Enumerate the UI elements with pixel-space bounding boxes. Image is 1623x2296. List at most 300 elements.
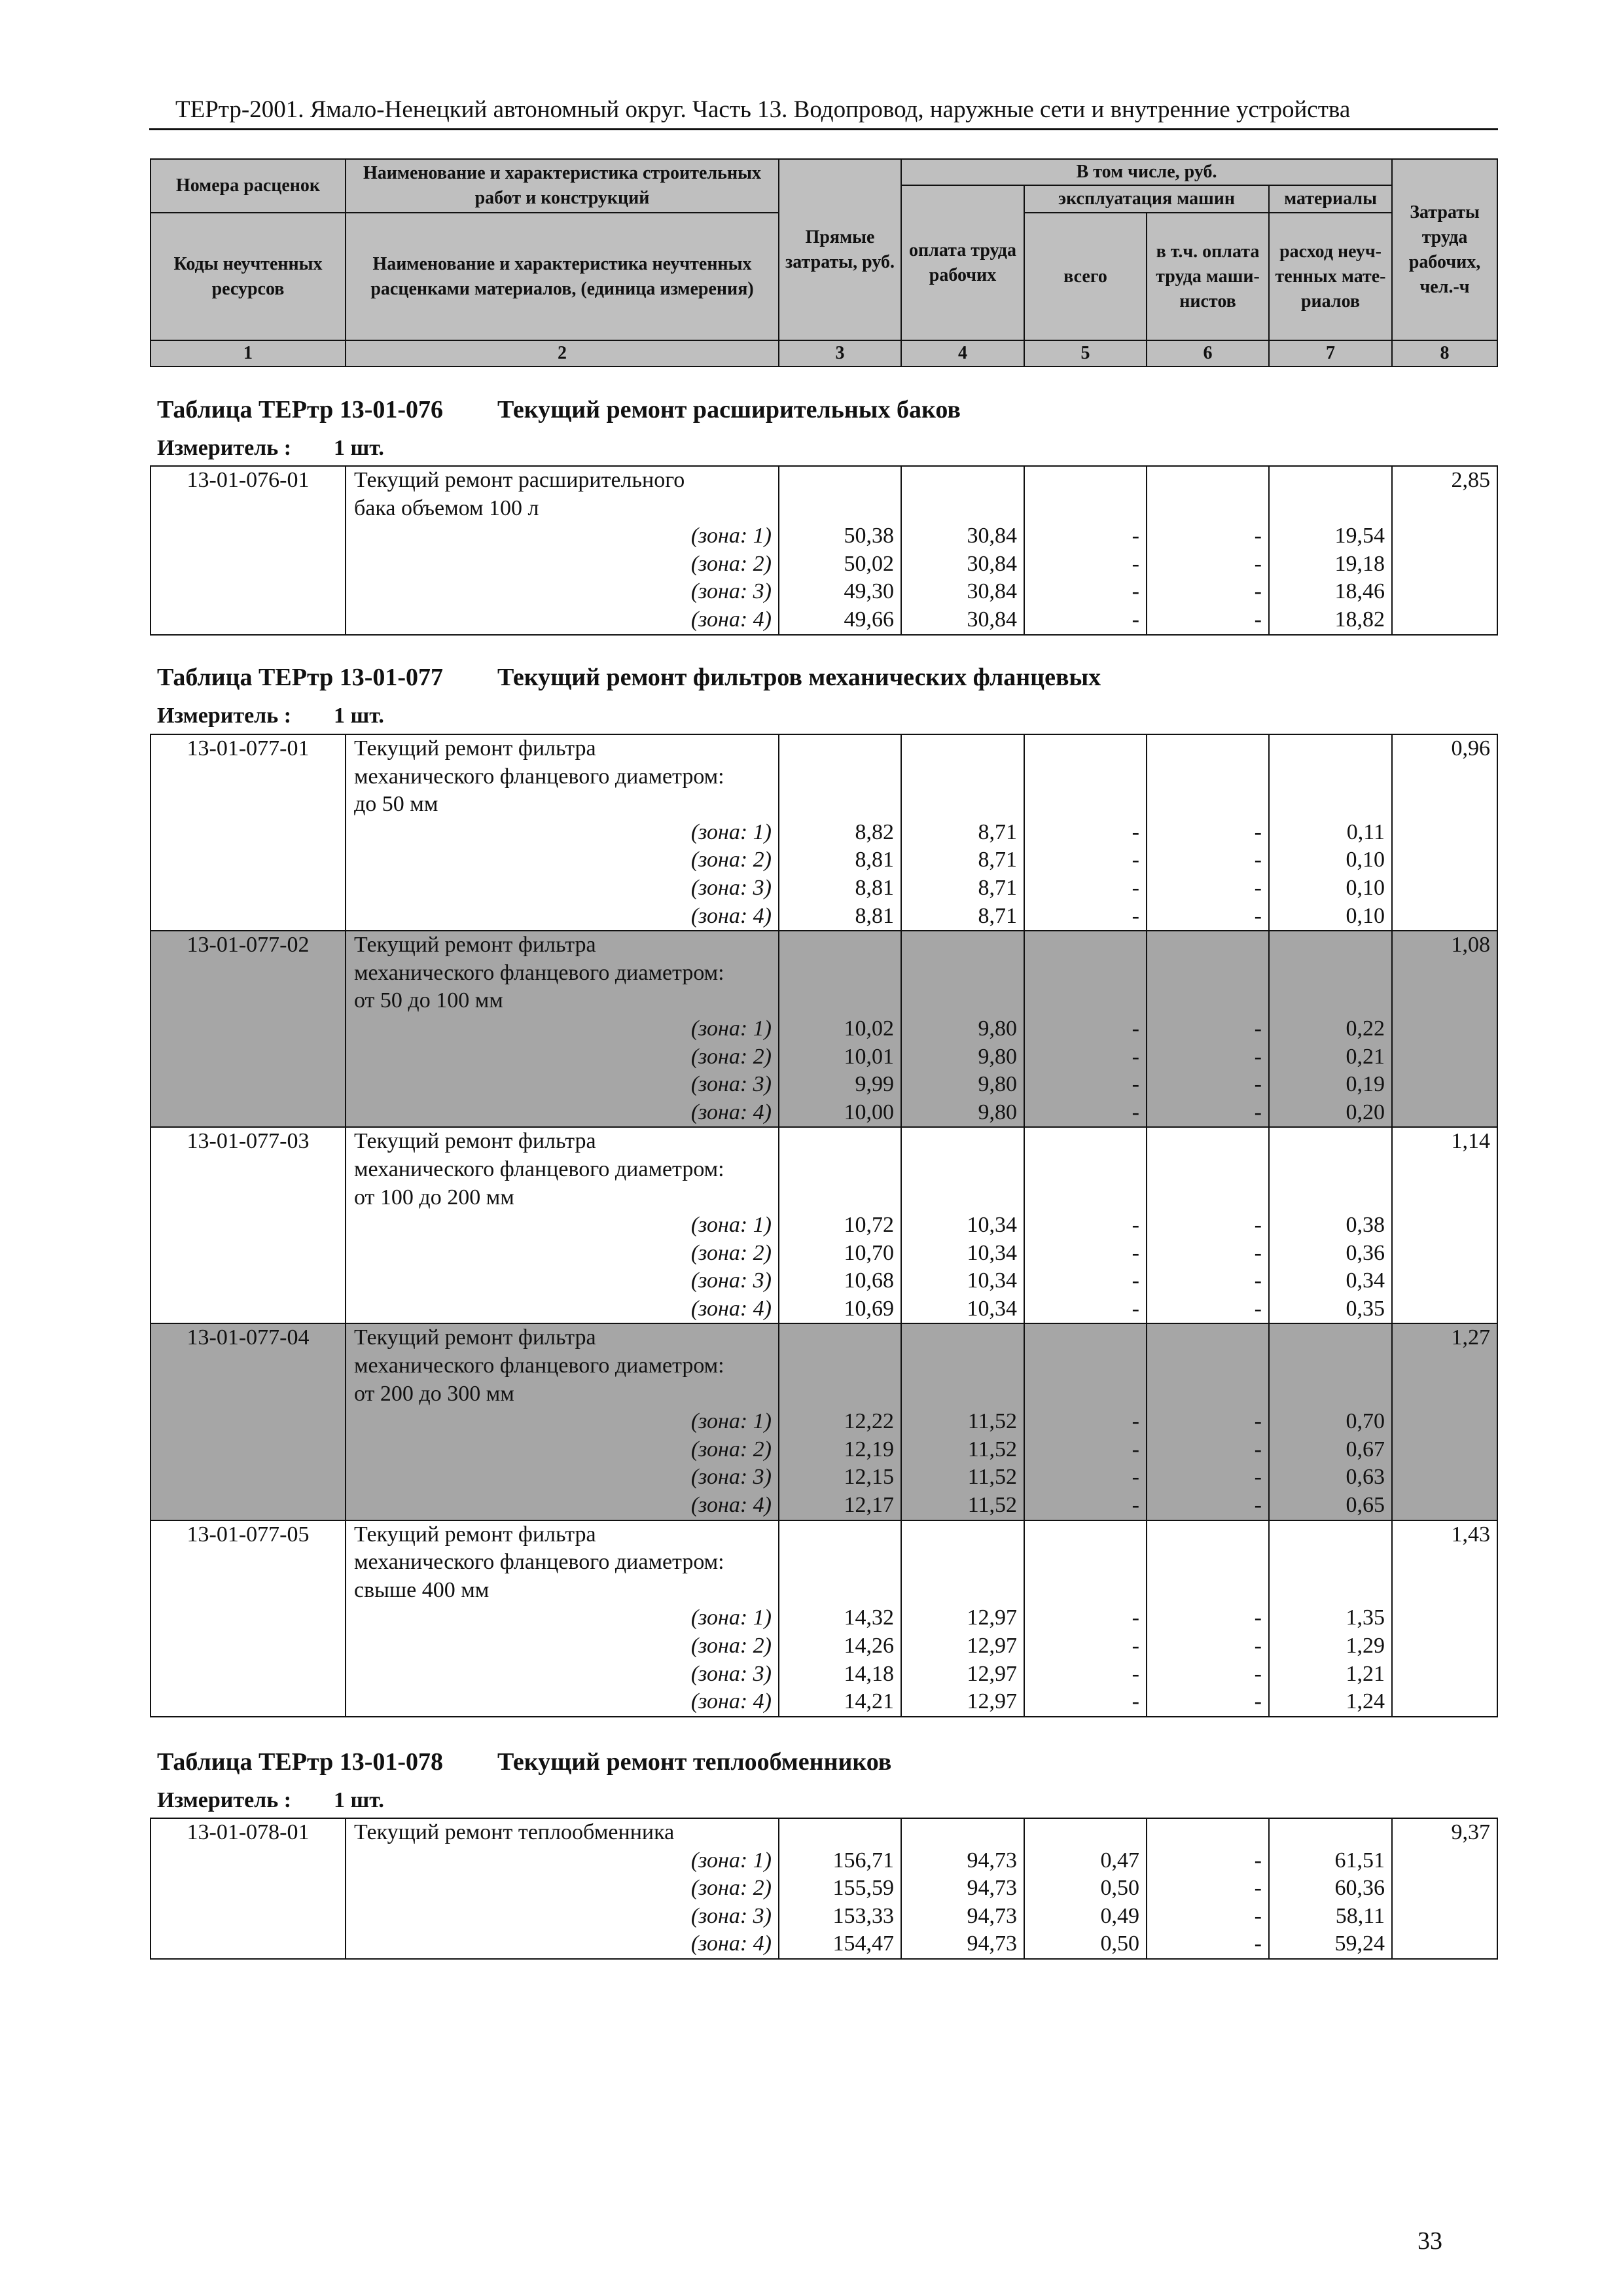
- zone-label: (зона: 4): [690, 1100, 772, 1124]
- machinist-wages-cell: [1147, 1127, 1269, 1323]
- rate-code: 13-01-077-02: [187, 933, 310, 958]
- worker-wages-cell: [901, 1520, 1024, 1717]
- machinist-wages: -: [1254, 1213, 1262, 1238]
- direct-cost-cell: [779, 1127, 901, 1323]
- machine-cost: -: [1132, 1605, 1139, 1630]
- direct-cost-cell: [779, 734, 901, 931]
- rate-name-line: механического фланцевого диаметром:: [354, 1550, 724, 1575]
- worker-wages: 9,80: [978, 1016, 1017, 1041]
- rate-name-cell: [346, 1818, 779, 1959]
- direct-cost: 10,68: [844, 1268, 894, 1293]
- machine-cost: -: [1132, 1072, 1139, 1097]
- direct-cost: 154,47: [832, 1931, 894, 1956]
- materials-cost: 19,18: [1334, 551, 1385, 576]
- materials-cost: 0,34: [1346, 1268, 1385, 1293]
- table-code: Таблица ТЕРтр 13-01-078: [157, 1748, 444, 1776]
- machinist-wages: -: [1254, 1100, 1262, 1124]
- machine-cost: -: [1132, 551, 1139, 576]
- materials-cost-cell: [1269, 1127, 1392, 1323]
- worker-wages: 10,34: [967, 1268, 1017, 1293]
- zone-label: (зона: 1): [690, 1016, 772, 1041]
- rate-name-cell: [346, 931, 779, 1127]
- direct-cost: 14,32: [844, 1605, 894, 1630]
- worker-wages: 30,84: [967, 551, 1017, 576]
- table-row: [151, 1323, 1497, 1520]
- direct-cost: 12,22: [844, 1409, 894, 1434]
- rate-name-cell: [346, 734, 779, 931]
- labor-cost-cell: [1392, 1818, 1497, 1959]
- machine-cost: -: [1132, 1296, 1139, 1321]
- machine-cost-cell: [1024, 734, 1147, 931]
- direct-cost-cell: [779, 1520, 901, 1717]
- machine-cost-cell: [1024, 1520, 1147, 1717]
- zone-label: (зона: 1): [690, 1605, 772, 1630]
- direct-cost: 10,72: [844, 1213, 894, 1238]
- worker-wages: 11,52: [967, 1409, 1017, 1434]
- labor-cost: 1,14: [1451, 1129, 1490, 1154]
- machinist-wages-cell: [1147, 1520, 1269, 1717]
- rate-code: 13-01-077-03: [187, 1129, 310, 1154]
- rate-name-line: свыше 400 мм: [354, 1577, 490, 1602]
- worker-wages-cell: [901, 734, 1024, 931]
- zone-label: (зона: 3): [690, 579, 772, 604]
- machinist-wages: -: [1254, 1634, 1262, 1658]
- materials-cost: 0,10: [1346, 875, 1385, 900]
- worker-wages: 94,73: [967, 1848, 1017, 1873]
- zone-label: (зона: 4): [690, 607, 772, 632]
- header-col5: всего: [1024, 213, 1147, 340]
- machine-cost: -: [1132, 848, 1139, 872]
- direct-cost: 10,70: [844, 1240, 894, 1265]
- table-title-076: [157, 395, 961, 424]
- rate-code-cell: [151, 466, 346, 635]
- worker-wages-cell: [901, 466, 1024, 635]
- worker-wages-cell: [901, 1127, 1024, 1323]
- machinist-wages: -: [1254, 1437, 1262, 1462]
- worker-wages-cell: [901, 931, 1024, 1127]
- unit-line-077: [157, 704, 384, 728]
- running-title: ТЕРтр-2001. Ямало-Ненецкий автономный округ. Часть 13. Водопровод, наружные сети и внутренние устройства: [175, 96, 1351, 123]
- zone-label: (зона: 2): [690, 848, 772, 872]
- materials-cost: 60,36: [1334, 1876, 1385, 1901]
- header-col6: в т.ч. оплата труда маши- нистов: [1147, 213, 1269, 340]
- machine-cost: -: [1132, 1213, 1139, 1238]
- zone-label: (зона: 4): [690, 903, 772, 928]
- rate-name-line: Текущий ремонт теплообменника: [354, 1820, 675, 1844]
- header-col4: оплата труда рабочих: [901, 185, 1024, 340]
- machine-cost: 0,50: [1100, 1876, 1139, 1901]
- direct-cost: 9,99: [855, 1072, 894, 1097]
- zone-label: (зона: 2): [690, 1876, 772, 1901]
- rate-name-line: Текущий ремонт фильтра: [354, 1325, 596, 1350]
- machine-cost-cell: [1024, 931, 1147, 1127]
- rate-code-cell: [151, 1323, 346, 1520]
- header-col2-bottom: Наименование и характеристика неучтенных расценками материалов, (единица измерения): [346, 213, 779, 340]
- table-row: [151, 466, 1497, 635]
- page-number: 33: [1418, 2227, 1442, 2255]
- machinist-wages: -: [1254, 1661, 1262, 1686]
- zone-label: (зона: 4): [690, 1493, 772, 1518]
- machinist-wages: -: [1254, 524, 1262, 548]
- zone-label: (зона: 3): [690, 1903, 772, 1928]
- labor-cost: 1,08: [1451, 933, 1490, 958]
- direct-cost: 12,15: [844, 1465, 894, 1490]
- header-col7: расход неуч- тенных мате- риалов: [1269, 213, 1392, 340]
- materials-cost-cell: [1269, 1818, 1392, 1959]
- labor-cost-cell: [1392, 931, 1497, 1127]
- machinist-wages: -: [1254, 1876, 1262, 1901]
- machinist-wages: -: [1254, 551, 1262, 576]
- worker-wages: 12,97: [967, 1661, 1017, 1686]
- header-rule: [149, 128, 1498, 130]
- labor-cost: 9,37: [1451, 1820, 1490, 1844]
- labor-cost: 2,85: [1451, 468, 1490, 492]
- worker-wages: 9,80: [978, 1100, 1017, 1124]
- rate-code-cell: [151, 734, 346, 931]
- materials-cost: 0,65: [1346, 1493, 1385, 1518]
- rate-name-line: механического фланцевого диаметром:: [354, 764, 724, 789]
- rate-code-cell: [151, 931, 346, 1127]
- machine-cost: 0,49: [1100, 1903, 1139, 1928]
- rate-name-line: Текущий ремонт фильтра: [354, 1129, 596, 1154]
- direct-cost: 14,26: [844, 1634, 894, 1658]
- machinist-wages: -: [1254, 1016, 1262, 1041]
- direct-cost: 155,59: [832, 1876, 894, 1901]
- direct-cost: 8,81: [855, 903, 894, 928]
- machine-cost: -: [1132, 1661, 1139, 1686]
- machine-cost: -: [1132, 1634, 1139, 1658]
- direct-cost-cell: [779, 466, 901, 635]
- materials-cost-cell: [1269, 1520, 1392, 1717]
- materials-cost: 0,10: [1346, 848, 1385, 872]
- machinist-wages: -: [1254, 848, 1262, 872]
- column-header-table: [150, 158, 1498, 367]
- machinist-wages: -: [1254, 579, 1262, 604]
- rate-name-cell: [346, 1520, 779, 1717]
- zone-label: (зона: 2): [690, 1634, 772, 1658]
- materials-cost: 58,11: [1335, 1903, 1385, 1928]
- direct-cost: 153,33: [832, 1903, 894, 1928]
- unit-label: Измеритель :: [157, 704, 292, 728]
- unit-line-076: [157, 436, 384, 461]
- direct-cost-cell: [779, 931, 901, 1127]
- worker-wages: 94,73: [967, 1931, 1017, 1956]
- rate-code-cell: [151, 1127, 346, 1323]
- zone-label: (зона: 3): [690, 1661, 772, 1686]
- rate-name-line: Текущий ремонт фильтра: [354, 1522, 596, 1547]
- materials-cost: 0,22: [1346, 1016, 1385, 1041]
- rate-code: 13-01-077-01: [187, 736, 310, 761]
- zone-label: (зона: 3): [690, 1465, 772, 1490]
- worker-wages: 9,80: [978, 1072, 1017, 1097]
- materials-cost-cell: [1269, 931, 1392, 1127]
- unit-line-078: [157, 1788, 384, 1813]
- labor-cost: 1,43: [1451, 1522, 1490, 1547]
- rate-name-line: Текущий ремонт расширительного: [354, 468, 685, 492]
- zone-label: (зона: 2): [690, 1437, 772, 1462]
- worker-wages: 11,52: [967, 1465, 1017, 1490]
- materials-cost: 0,21: [1346, 1044, 1385, 1069]
- header-num-2: 2: [346, 340, 779, 367]
- materials-cost: 0,70: [1346, 1409, 1385, 1434]
- table-row: [151, 1818, 1497, 1959]
- labor-cost-cell: [1392, 734, 1497, 931]
- machine-cost: 0,47: [1100, 1848, 1139, 1873]
- materials-cost: 1,29: [1346, 1634, 1385, 1658]
- worker-wages: 11,52: [967, 1493, 1017, 1518]
- machine-cost: -: [1132, 1465, 1139, 1490]
- machinist-wages: -: [1254, 819, 1262, 844]
- header-machines-group: эксплуатация машин: [1024, 185, 1269, 213]
- header-num-5: 5: [1024, 340, 1147, 367]
- zone-label: (зона: 4): [690, 1296, 772, 1321]
- machinist-wages: -: [1254, 1044, 1262, 1069]
- direct-cost: 49,66: [844, 607, 894, 632]
- zone-label: (зона: 1): [690, 819, 772, 844]
- zone-label: (зона: 4): [690, 1931, 772, 1956]
- machinist-wages: -: [1254, 1465, 1262, 1490]
- machine-cost: -: [1132, 1493, 1139, 1518]
- table-name: Текущий ремонт теплообменников: [497, 1748, 892, 1776]
- table-row: [151, 1520, 1497, 1717]
- header-col1-top: Номера расценок: [151, 159, 346, 213]
- worker-wages: 30,84: [967, 579, 1017, 604]
- rate-name-line: механического фланцевого диаметром:: [354, 960, 724, 985]
- materials-cost: 0,11: [1346, 819, 1385, 844]
- rate-name-cell: [346, 1323, 779, 1520]
- materials-cost: 18,82: [1334, 607, 1385, 632]
- direct-cost: 14,21: [844, 1689, 894, 1714]
- table-row: [151, 1127, 1497, 1323]
- machinist-wages: -: [1254, 607, 1262, 632]
- machinist-wages-cell: [1147, 931, 1269, 1127]
- machinist-wages: -: [1254, 1931, 1262, 1956]
- header-num-8: 8: [1392, 340, 1497, 367]
- header-num-4: 4: [901, 340, 1024, 367]
- machinist-wages: -: [1254, 903, 1262, 928]
- worker-wages: 30,84: [967, 524, 1017, 548]
- rate-code: 13-01-077-04: [187, 1325, 310, 1350]
- machine-cost: -: [1132, 903, 1139, 928]
- zone-label: (зона: 2): [690, 1044, 772, 1069]
- worker-wages: 11,52: [967, 1437, 1017, 1462]
- header-num-6: 6: [1147, 340, 1269, 367]
- materials-cost: 0,10: [1346, 903, 1385, 928]
- materials-cost: 0,36: [1346, 1240, 1385, 1265]
- worker-wages: 8,71: [978, 875, 1017, 900]
- materials-cost: 0,35: [1346, 1296, 1385, 1321]
- materials-cost: 59,24: [1334, 1931, 1385, 1956]
- zone-label: (зона: 2): [690, 1240, 772, 1265]
- rate-code-cell: [151, 1520, 346, 1717]
- labor-cost-cell: [1392, 466, 1497, 635]
- header-materials-group: материалы: [1269, 185, 1392, 213]
- machine-cost: -: [1132, 1689, 1139, 1714]
- materials-cost-cell: [1269, 1323, 1392, 1520]
- machinist-wages: -: [1254, 1240, 1262, 1265]
- table-code: Таблица ТЕРтр 13-01-076: [157, 396, 444, 423]
- direct-cost: 12,19: [844, 1437, 894, 1462]
- materials-cost: 61,51: [1334, 1848, 1385, 1873]
- unit-label: Измеритель :: [157, 1788, 292, 1812]
- rate-name-line: механического фланцевого диаметром:: [354, 1354, 724, 1378]
- materials-cost: 19,54: [1334, 524, 1385, 548]
- data-table-076: [150, 465, 1498, 636]
- machinist-wages: -: [1254, 1689, 1262, 1714]
- materials-cost: 1,21: [1346, 1661, 1385, 1686]
- machinist-wages: -: [1254, 1296, 1262, 1321]
- table-code: Таблица ТЕРтр 13-01-077: [157, 664, 444, 691]
- direct-cost: 10,69: [844, 1296, 894, 1321]
- materials-cost: 0,63: [1346, 1465, 1385, 1490]
- zone-label: (зона: 3): [690, 1072, 772, 1097]
- machinist-wages: -: [1254, 1493, 1262, 1518]
- machine-cost-cell: [1024, 1818, 1147, 1959]
- zone-label: (зона: 3): [690, 1268, 772, 1293]
- table-title-077: [157, 663, 1101, 692]
- direct-cost-cell: [779, 1818, 901, 1959]
- direct-cost: 10,01: [844, 1044, 894, 1069]
- header-col2-top: Наименование и характеристика строительных работ и конструкций: [346, 159, 779, 213]
- machine-cost: -: [1132, 1240, 1139, 1265]
- direct-cost: 50,38: [844, 524, 894, 548]
- machine-cost-cell: [1024, 1323, 1147, 1520]
- header-col8: Затраты труда рабочих, чел.-ч: [1392, 159, 1497, 340]
- worker-wages: 94,73: [967, 1903, 1017, 1928]
- unit-value: 1 шт.: [334, 1788, 384, 1812]
- header-num-3: 3: [779, 340, 901, 367]
- header-group-incl: В том числе, руб.: [901, 159, 1392, 185]
- worker-wages: 94,73: [967, 1876, 1017, 1901]
- direct-cost: 8,81: [855, 875, 894, 900]
- labor-cost-cell: [1392, 1127, 1497, 1323]
- worker-wages: 9,80: [978, 1044, 1017, 1069]
- direct-cost: 10,02: [844, 1016, 894, 1041]
- table-row: [151, 734, 1497, 931]
- worker-wages: 8,71: [978, 848, 1017, 872]
- worker-wages: 8,71: [978, 819, 1017, 844]
- rate-name-cell: [346, 1127, 779, 1323]
- unit-label: Измеритель :: [157, 436, 292, 460]
- machinist-wages-cell: [1147, 466, 1269, 635]
- zone-label: (зона: 2): [690, 551, 772, 576]
- data-table-078: [150, 1818, 1498, 1960]
- rate-code: 13-01-076-01: [187, 468, 310, 492]
- unit-value: 1 шт.: [334, 704, 384, 728]
- materials-cost: 0,19: [1346, 1072, 1385, 1097]
- direct-cost: 49,30: [844, 579, 894, 604]
- rate-code-cell: [151, 1818, 346, 1959]
- table-name: Текущий ремонт расширительных баков: [497, 396, 961, 423]
- header-col1-bottom: Коды неучтенных ресурсов: [151, 213, 346, 340]
- direct-cost: 12,17: [844, 1493, 894, 1518]
- materials-cost-cell: [1269, 466, 1392, 635]
- machine-cost: -: [1132, 819, 1139, 844]
- machine-cost: -: [1132, 1437, 1139, 1462]
- header-num-1: 1: [151, 340, 346, 367]
- worker-wages: 8,71: [978, 903, 1017, 928]
- materials-cost-cell: [1269, 734, 1392, 931]
- machine-cost: -: [1132, 607, 1139, 632]
- worker-wages: 12,97: [967, 1634, 1017, 1658]
- rate-name-line: до 50 мм: [354, 792, 438, 817]
- rate-code: 13-01-078-01: [187, 1820, 310, 1844]
- machine-cost: -: [1132, 579, 1139, 604]
- machinist-wages: -: [1254, 1903, 1262, 1928]
- machinist-wages: -: [1254, 1268, 1262, 1293]
- worker-wages-cell: [901, 1323, 1024, 1520]
- rate-name-cell: [346, 466, 779, 635]
- materials-cost: 1,24: [1346, 1689, 1385, 1714]
- machinist-wages: -: [1254, 1072, 1262, 1097]
- table-row: [151, 931, 1497, 1127]
- header-col3: Прямые затраты, руб.: [779, 159, 901, 340]
- machinist-wages: -: [1254, 875, 1262, 900]
- machinist-wages-cell: [1147, 734, 1269, 931]
- rate-name-line: Текущий ремонт фильтра: [354, 736, 596, 761]
- machine-cost: -: [1132, 1100, 1139, 1124]
- worker-wages: 12,97: [967, 1605, 1017, 1630]
- machine-cost: -: [1132, 875, 1139, 900]
- labor-cost: 1,27: [1451, 1325, 1490, 1350]
- rate-name-line: механического фланцевого диаметром:: [354, 1157, 724, 1181]
- machinist-wages-cell: [1147, 1323, 1269, 1520]
- labor-cost-cell: [1392, 1323, 1497, 1520]
- direct-cost: 10,00: [844, 1100, 894, 1124]
- zone-label: (зона: 1): [690, 524, 772, 548]
- worker-wages-cell: [901, 1818, 1024, 1959]
- labor-cost: 0,96: [1451, 736, 1490, 761]
- rate-name-line: от 100 до 200 мм: [354, 1185, 514, 1210]
- direct-cost: 50,02: [844, 551, 894, 576]
- machine-cost: -: [1132, 1268, 1139, 1293]
- direct-cost-cell: [779, 1323, 901, 1520]
- machine-cost-cell: [1024, 1127, 1147, 1323]
- machine-cost: -: [1132, 1044, 1139, 1069]
- materials-cost: 0,38: [1346, 1213, 1385, 1238]
- rate-name-line: от 50 до 100 мм: [354, 988, 503, 1013]
- machinist-wages-cell: [1147, 1818, 1269, 1959]
- machine-cost-cell: [1024, 466, 1147, 635]
- machine-cost: -: [1132, 524, 1139, 548]
- rate-name-line: от 200 до 300 мм: [354, 1381, 514, 1406]
- zone-label: (зона: 3): [690, 875, 772, 900]
- materials-cost: 0,67: [1346, 1437, 1385, 1462]
- direct-cost: 8,81: [855, 848, 894, 872]
- machinist-wages: -: [1254, 1605, 1262, 1630]
- machinist-wages: -: [1254, 1848, 1262, 1873]
- zone-label: (зона: 1): [690, 1213, 772, 1238]
- worker-wages: 12,97: [967, 1689, 1017, 1714]
- table-name: Текущий ремонт фильтров механических фланцевых: [497, 664, 1101, 691]
- worker-wages: 30,84: [967, 607, 1017, 632]
- zone-label: (зона: 4): [690, 1689, 772, 1714]
- rate-name-line: Текущий ремонт фильтра: [354, 933, 596, 958]
- direct-cost: 8,82: [855, 819, 894, 844]
- worker-wages: 10,34: [967, 1240, 1017, 1265]
- machine-cost: -: [1132, 1016, 1139, 1041]
- machine-cost: -: [1132, 1409, 1139, 1434]
- direct-cost: 14,18: [844, 1661, 894, 1686]
- unit-value: 1 шт.: [334, 436, 384, 460]
- labor-cost-cell: [1392, 1520, 1497, 1717]
- worker-wages: 10,34: [967, 1296, 1017, 1321]
- direct-cost: 156,71: [832, 1848, 894, 1873]
- rate-name-line: бака объемом 100 л: [354, 495, 539, 520]
- header-num-7: 7: [1269, 340, 1392, 367]
- data-table-077: [150, 734, 1498, 1717]
- rate-code: 13-01-077-05: [187, 1522, 310, 1547]
